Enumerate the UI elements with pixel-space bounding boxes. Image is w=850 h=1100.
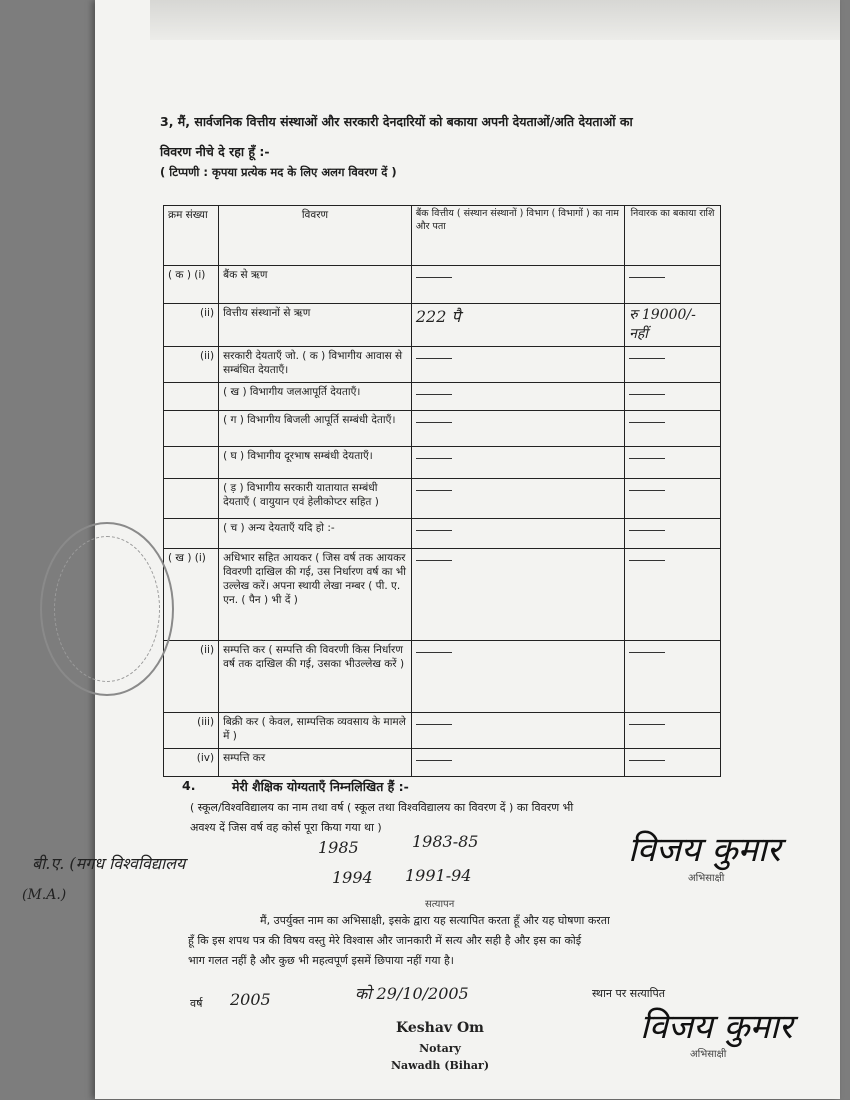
- row-bank: [411, 446, 624, 478]
- row-amount: [625, 518, 721, 548]
- official-round-stamp: [40, 522, 174, 696]
- row-details: ( ड़ ) विभागीय सरकारी यातायात सम्बंधी देयताएँ ( वायुयान एवं हेलीकोप्टर सहित ): [219, 478, 412, 518]
- table-row: [164, 712, 721, 748]
- table-row: [164, 304, 721, 347]
- empty-dash: [629, 490, 665, 491]
- empty-dash: [416, 560, 452, 561]
- row-amount: [625, 548, 721, 640]
- section3-heading-cont: विवरण नीचे दे रहा हूँ :-: [160, 144, 270, 159]
- row-serial: (ii): [164, 640, 219, 712]
- empty-dash: [629, 530, 665, 531]
- row-serial: (ii): [164, 304, 219, 347]
- row-bank: [411, 346, 624, 382]
- row-serial: (iv): [164, 748, 219, 776]
- row-amount-handwritten: रु 19000/- नहीं: [625, 304, 721, 347]
- qualification-year-1: 1985: [318, 838, 359, 857]
- section4-line2: अवश्य दें जिस वर्ष वह कोर्स पूरा किया गया था ): [190, 821, 382, 834]
- row-serial: (ii): [164, 346, 219, 382]
- affirmation-year-label: वर्ष: [190, 997, 203, 1010]
- table-row: [164, 748, 721, 776]
- row-bank: [411, 382, 624, 410]
- empty-dash: [629, 724, 665, 725]
- row-serial: [164, 478, 219, 518]
- row-amount: [625, 446, 721, 478]
- row-amount: [625, 346, 721, 382]
- row-serial: (iii): [164, 712, 219, 748]
- deponent-label-2: अभिसाक्षी: [690, 1049, 727, 1060]
- empty-dash: [416, 458, 452, 459]
- table-row: [164, 382, 721, 410]
- empty-dash: [629, 358, 665, 359]
- row-bank: [411, 410, 624, 446]
- row-amount: [625, 478, 721, 518]
- empty-dash: [416, 724, 452, 725]
- row-details: सम्पत्ति कर: [219, 748, 412, 776]
- qualification-handwritten: बी.ए. (मगध विश्वविद्यालय: [32, 854, 186, 873]
- header-amount: निवारक का बकाया राशि: [625, 206, 721, 266]
- row-serial: [164, 446, 219, 478]
- empty-dash: [416, 422, 452, 423]
- affirmation-place: स्थान पर सत्यापित: [592, 987, 666, 1000]
- row-serial: [164, 518, 219, 548]
- row-details: ( च ) अन्य देयताएँ यदि हो :-: [219, 518, 412, 548]
- qualification-range-1: 1983-85: [412, 832, 479, 851]
- row-details: अधिभार सहित आयकर ( जिस वर्ष तक आयकर विवरणी दाखिल की गई, उस निर्धारण वर्ष का भी उल्लेख करें। अपना स्थायी लेखा नम्बर ( पी. ए. एन. ( पैन ) भी दें ): [219, 548, 412, 640]
- row-serial: [164, 410, 219, 446]
- notary-place: Nawadh (Bihar): [390, 1059, 490, 1072]
- row-bank: [411, 266, 624, 304]
- deponent-label-1: अभिसाक्षी: [688, 873, 725, 884]
- affirmation-line2: हूँ कि इस शपथ पत्र की विषय वस्तु मेरे विश्वास और जानकारी में सत्य और सही है और इस का कोई: [188, 934, 582, 947]
- row-details: बैंक से ऋण: [219, 266, 412, 304]
- empty-dash: [416, 394, 452, 395]
- header-bank: बैंक वित्तीय ( संस्थान संस्थानों ) विभाग ( विभागों ) का नाम और पता: [411, 206, 624, 266]
- empty-dash: [629, 394, 665, 395]
- row-details: ( घ ) विभागीय दूरभाष सम्बंधी देयताएँ।: [219, 446, 412, 478]
- row-amount: [625, 640, 721, 712]
- row-serial: ( ख ) (i): [164, 548, 219, 640]
- header-serial: क्रम संख्या: [164, 206, 219, 266]
- row-amount: [625, 410, 721, 446]
- notary-name: Keshav Om: [396, 1020, 484, 1036]
- affirmation-line1: मैं, उपर्युक्त नाम का अभिसाक्षी, इसके द्वारा यह सत्यापित करता हूँ और यह घोषणा करता: [260, 914, 610, 927]
- notary-stamp: [380, 1020, 500, 1100]
- empty-dash: [629, 760, 665, 761]
- table-row: [164, 478, 721, 518]
- row-details: ( ख ) विभागीय जलआपूर्ति देयताएँ।: [219, 382, 412, 410]
- empty-dash: [416, 530, 452, 531]
- section3-heading: 3, मैं, सार्वजनिक वित्तीय संस्थाओं और सरकारी देनदारियों को बकाया अपनी देयताओं/अति देयताओं का: [160, 114, 633, 129]
- row-serial: [164, 382, 219, 410]
- row-amount: [625, 266, 721, 304]
- row-bank: [411, 712, 624, 748]
- notary-title: Notary: [419, 1042, 461, 1055]
- empty-dash: [629, 458, 665, 459]
- row-bank: [411, 548, 624, 640]
- qualification-range-2: 1991-94: [405, 866, 472, 885]
- empty-dash: [416, 490, 452, 491]
- qualification-handwritten-2: (M.A.): [22, 887, 67, 903]
- affirmation-date: को 29/10/2005: [355, 984, 469, 1003]
- table-row: [164, 518, 721, 548]
- qualification-year-2: 1994: [332, 868, 373, 887]
- stamp-inner-ring: [54, 536, 160, 682]
- liabilities-table: [163, 205, 721, 777]
- deponent-signature-1: विजय कुमार: [628, 830, 781, 870]
- row-details: सरकारी देयताएँ जो. ( क ) विभागीय आवास से सम्बंधित देयताएँ।: [219, 346, 412, 382]
- row-details: सम्पत्ति कर ( सम्पत्ति की विवरणी किस निर्धारण वर्ष तक दाखिल की गई, उसका भीउल्लेख करें ): [219, 640, 412, 712]
- empty-dash: [629, 560, 665, 561]
- section4-line1: ( स्कूल/विश्वविद्यालय का नाम तथा वर्ष ( स्कूल तथा विश्वविद्यालय का विवरण दें ) का विवरण भी: [190, 801, 574, 814]
- empty-dash: [629, 652, 665, 653]
- torn-top-edge: [150, 0, 840, 40]
- affirmation-line3: भाग गलत नहीं है और कुछ भी महत्वपूर्ण इसमें छिपाया नहीं गया है।: [188, 954, 454, 967]
- affirmation-year-value: 2005: [230, 990, 271, 1009]
- empty-dash: [416, 277, 452, 278]
- row-amount: [625, 748, 721, 776]
- row-bank: [411, 748, 624, 776]
- table-row: [164, 266, 721, 304]
- table-row: [164, 446, 721, 478]
- row-amount: [625, 712, 721, 748]
- table-row: [164, 640, 721, 712]
- table-row: [164, 548, 721, 640]
- row-bank: [411, 478, 624, 518]
- section3-note: ( टिप्पणी : कृपया प्रत्येक मद के लिए अलग विवरण दें ): [160, 165, 397, 179]
- section4-number: 4.: [182, 778, 196, 793]
- deponent-signature-2: विजय कुमार: [640, 1007, 793, 1047]
- empty-dash: [629, 277, 665, 278]
- row-details: वित्तीय संस्थानों से ऋण: [219, 304, 412, 347]
- header-details: विवरण: [219, 206, 412, 266]
- row-serial: ( क ) (i): [164, 266, 219, 304]
- table-row: [164, 346, 721, 382]
- row-details: ( ग ) विभागीय बिजली आपूर्ति सम्बंधी देताएँ।: [219, 410, 412, 446]
- row-bank-handwritten: 222 पै: [411, 304, 624, 347]
- empty-dash: [416, 652, 452, 653]
- empty-dash: [629, 422, 665, 423]
- row-bank: [411, 640, 624, 712]
- row-details: बिक्री कर ( केवल, साम्पत्तिक व्यवसाय के मामले में ): [219, 712, 412, 748]
- empty-dash: [416, 760, 452, 761]
- table-row: [164, 410, 721, 446]
- row-bank: [411, 518, 624, 548]
- section4-heading: मेरी शैक्षिक योग्यताएँ निम्नलिखित हैं :-: [232, 779, 409, 794]
- affirmation-title: सत्यापन: [425, 899, 455, 910]
- empty-dash: [416, 358, 452, 359]
- row-amount: [625, 382, 721, 410]
